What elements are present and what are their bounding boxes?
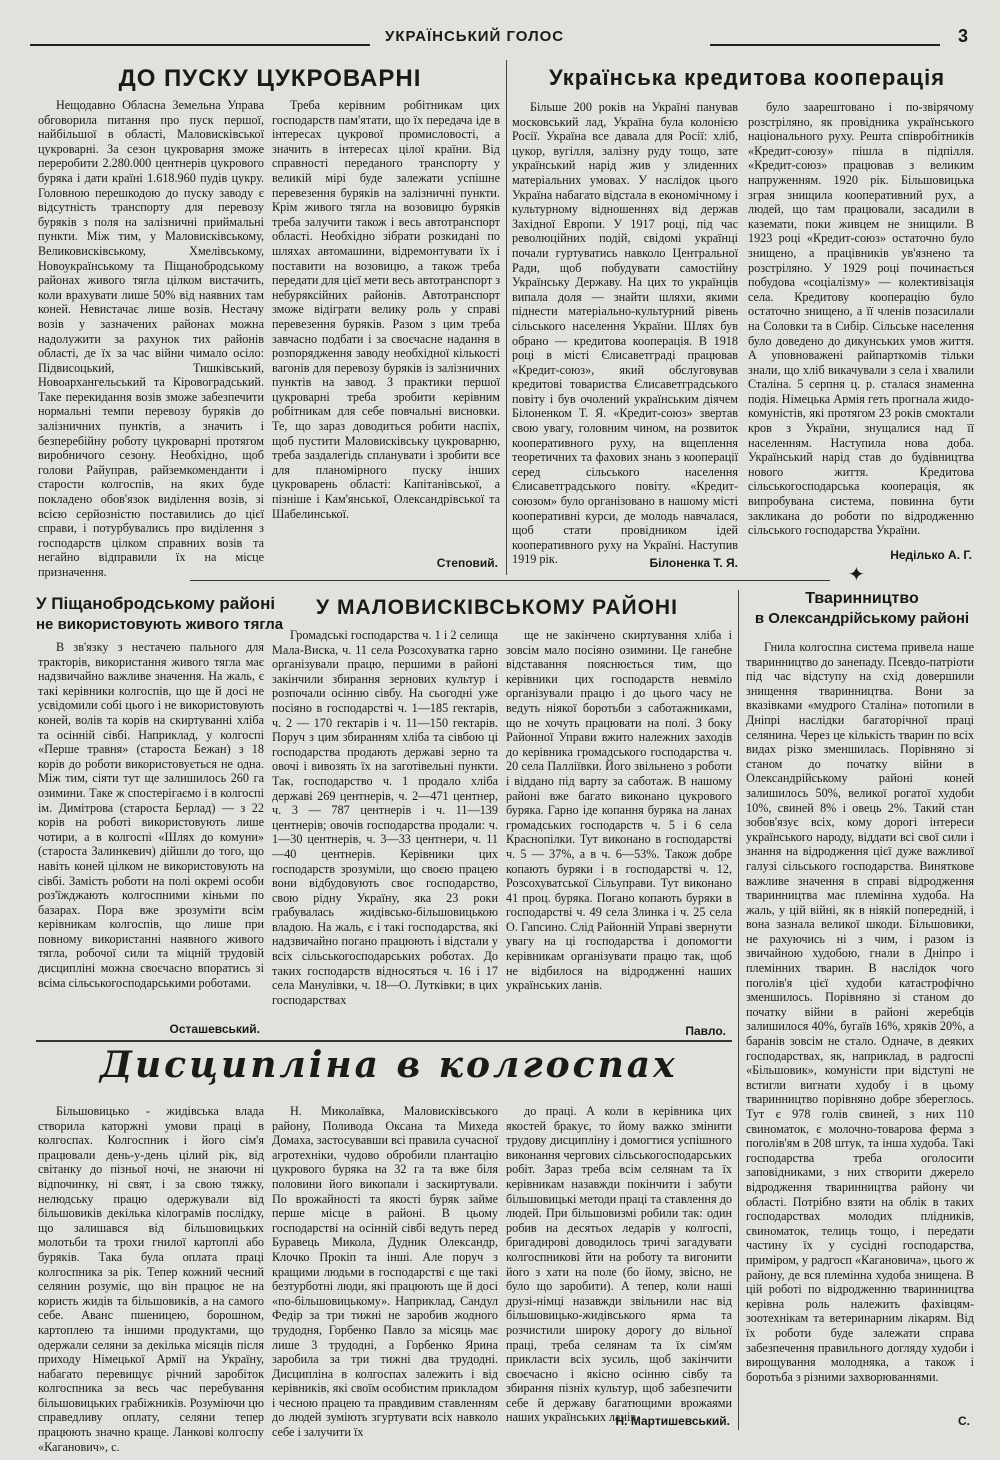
article5-body-text: Гнила колгоспна система привела наше тваринництво до занепаду. Псевдо-патріоти під час відступу на схід довершили знищення тваринництва. Вони за вказівками «мудрого Сталіна» потопили в Дніпрі наслідки багаторічної праці селянина. Через це кількість тварин по всіх видах різко зменшилась. Порівняно зі станом до початку війни в Олександрійському районі коней залишилось 50%, великої рогатої худоби 10%, свиней 8% і овець 2%. Такий стан зобов'язує всіх, кому дорогі інтереси українського народу, віддати всі свої сили і знання на відродження цієї дуже важливої галузі сільського господарства. Виняткове важливе значення в справі відродження тваринництва має племінна худоба. На жаль, у цій війні, як в ніякій попередній, і вона зазнала великої шкоди. Більшовики, не рахуючись ні з чим, і разом із звичайною худобою, гнали в Дніпро і племінних тварин. В наслідок чого поголів'я цієї худоби катастрофічно зменшилось. Порівняно зі станом до початку війни в районі жеребців залишилося 40%, бугаїв 16%, хряків 20%, а баранів зовсім не стало. Одначе, в деяких господарствах, як, наприклад, в радгоспі «Більшовик», комуністи при відступі не встигли вигнати худобу і в цьому тваринництво порівняно добре збереглось. Тут є 978 голів свиней, з них 110 свиноматок, є молочно-товарова ферма з поголів'ям в 208 штук, та інша худоба. Такі господарства треба оголосити заповідниками, з них створити джерело відродження тваринництва району чи області. Потрібно взяти на облік в таких господарствах молодих плідників, свиноматок, телиць тощо, і передати частину їх у сусідні господарства, приміром, у радгосп «Кагановича», цього ж району, де вся племінна худоба знищена. В цій роботі по відродженню тваринництва керівна роль належить фахівцям-зоотехнікам та ветеринарним лікарям. Від їх роботи буде залежати справа забезпечення правильного догляду худоби і вирощування молодняка, а також і боротьба з різними захворюваннями.	[746, 640, 974, 1384]
article4-headline: У МАЛОВИСКІВСЬКОМУ РАЙОНІ	[316, 596, 678, 619]
article4-col1-text: Громадські господарства ч. 1 і 2 селища Мала-Виска, ч. 11 села Розсохуватка гарно організували працю, першими в районі закінчили збирання зернових культур і розпочали осінню сівбу. На сьогодні уже посіяно в господарстві ч. 1—185 гектарів, ч. 2 — 170 гектарів і ч. 11—150 гектарів. Поруч з цим збиранням хліба та сівбою ці господарства продають державі зерно та овочі і вивозять їх на заготівельні пункти. Так, господарство ч. 1 продало хліба державі 269 центнерів, ч. 2—471 центнер, ч. 3 — 787 центнерів і ч. 11—139 центнерів; овочів господарства продали: ч. 1—30 центнерів, ч. 3—33 центнери, ч. 11—40 центнерів. Керівники цих господарств зрозуміли, що своєю працею вони відбудовують своє господарство, свою рідну Україну, яка 23 роки грабувалась жидівсько-більшовицькою владою. На жаль, є і такі господарства, які надзвичайно погано працюють і відстали у всіх сільськогосподарських роботах. До таких господарств відносяться ч. 16 і 17 села Манулівки, ч. 18—О. Лутківки; в цих господарствах	[272, 628, 498, 1007]
article6-headline: Дисципліна в колгоспах	[100, 1044, 678, 1086]
article5-signature: С.	[958, 1414, 970, 1428]
page-number: 3	[958, 26, 969, 46]
article5-headline-line1: Тваринництво	[805, 590, 919, 607]
article3-headline-line1: У Піщанобродському районі	[36, 594, 276, 613]
article6-signature: Н. Мартишевський.	[615, 1414, 730, 1428]
masthead-rule-left	[30, 44, 370, 46]
article6-col2-text: Н. Миколаївка, Маловисківського району, Поливода Оксана та Михеда Домаха, застосувавши всі правила сучасної агротехніки, чудово обробили плантацію цукрового буряка на 32 га та вже біля половини його викопали і заскиртували. По врожайності та якості буряк займе перше місце в районі. В цьому господарстві на осінній сівбі ведуть перед Буравець Микола, Дудник Олександр, Клочко Прокіп та інші. Але поруч з кращими людьми в господарстві є ще такі безтурботні люди, які працюють ще й досі «по-більшовицькому». Наприклад, Сандул Федір за три тижні не заробив жодного трудодня, Горбенко Павло за місяць має лише 3 трудодні, а Горбенко Ярина заробила за три тижні два трудодні. Дисципліна в колгоспах залежить і від керівників, які своїм особистим прикладом і чесною працею та правдивим ставленням до людей зуміють згуртувати всіх навколо себе і залучити їх	[272, 1104, 498, 1440]
article6-col1-text: Більшовицько - жидівська влада створила каторжні умови праці в колгоспах. Колгоспник і його сім'я працювали день-у-день цілий рік, від світанку до пізньої ночі, не знаючи ні відпочинку, ні свят, і за свою тяжку, нелюдську працю одержували від більшовиків декілька кілограмів послідку, що залишався від більшовицьких молотьби та трохи гнилої картоплі або буряків. Така була оплата праці колгоспника за рік. Тепер кожний чесний селянин розуміє, що він працює не на користь жидів та більшовиків, а на самого себе. Аванс пшеницею, борошном, картоплею та іншими продуктами, що одержали селяни за декілька місяців після приходу Німецької Армії на Україну, набагато перевищує річний заробіток колгоспника за весь час перебування більшовицьких грабіжників. Розуміючи цю справедливу оплату, селяни тепер працюють значно краще. Ланкові колгоспу «Каганович», с.	[38, 1104, 264, 1454]
article6-col1	[38, 1104, 264, 1454]
article3-body	[38, 640, 264, 1018]
article5-body	[746, 640, 974, 1412]
article1-col2-text: Треба керівним робітникам цих господарств пам'ятати, що їх передача іде в інтересах цукрової промисловості, а значить в інтересах цілої країни. Від справності переданого транспорту у великій мірі буде залежати успішне перевезення буряків на залізничні пункти. Крім живого тягла на возовицю буряків треба залучити також і весь автотранспорт області. Необхідно зібрати розкидані по шляхах автомашини, відремонтувати їх і поставити на возовицю, а також треба передати для цієї мети весь автотранспорт з небуряксійних районів. Автотранспорт зможе відіграти велику роль у справі перевезення буряків. Разом з цим треба завчасно подбати і за своєчасне надання в розпорядження заводу необхідної кількості вагонів для перевозу буряків із залізничних пунктів на завод. З практики першої цукроварні треба зробити керівним робітникам для себе повчальні висновки. Те, що зараз доводиться робити наспіх, щоб пустити Маловисківську цукроварню, треба заздалегідь спланувати і зробити все для планомірного пуску інших цукроварень області: Капітанівської, а пізніше і Кам'янської, Олександрівської та Шабелинської.	[272, 98, 501, 521]
article5-headline-line2: в Олександрійському районі	[754, 610, 970, 627]
column-divider	[506, 60, 507, 575]
article2-col2-text: було заарештовано і по-звірячому розстріляно, як провідника українського національного руху. Решта співробітників «Кредит-союзу» пішла в підпілля. «Кредит-союз» працював з великим напруженням. 1920 рік. Більшовицька зграя знищила кооперативний рух, а людей, що там працювали, засадили в каземати, поки живцем не знищили. В 1923 році «Кредит-союз» остаточно було знищено, а працівників ув'язнено та розстріляно. У 1929 році починається побудова «соціалізму» — колективізація села. Кредитову кооперацію було остаточно знищено, а її членів позасилали на Соловки та в Сибір. Сільське населення було доведено до дикунських умов життя. А уповноважені райпарткомів тільки знали, що хліб викачували з села і хвалили Сталіна. 5 серпня ц. р. сталася знаменна подія. Німецька Армія геть прогнала жидо-комуністів, які протягом 23 років смоктали кров з України, знущалися над її населенням. Наступила нова доба. Український нарід став до будівництва нового життя. Кредитова сільськогосподарська кооперація, як випробувана система, повинна бути закликана до роботи по відродженню сільського господарства України.	[748, 100, 974, 538]
masthead-title: УКРАЇНСЬКИЙ ГОЛОС	[385, 28, 565, 45]
article3-headline-line2: не використовують живого тягла	[36, 616, 284, 633]
section-divider-top	[190, 580, 830, 581]
column-divider-right	[738, 590, 739, 1430]
article1-signature: Степовий.	[436, 556, 498, 570]
article4-col1	[272, 628, 498, 1026]
article3-body-text: В зв'язку з нестачею пального для тракторів, використання живого тягла має надзвичайно важливе значення. На жаль, є такі керівники колгоспів, що ще й досі не усвідомили собі цього і не використовують коней, волів та корів на скиртуванні хліба та осінній сівбі. Наприклад, у колгоспі «Перше травня» (староста Бежан) з 18 корів до роботи використовується не одна. Між тим, сіяти тут ще залишилось 260 га озимини. Таке ж спостерігаємо і в колгоспі ім. Димітрова (староста Берлад) — з 22 корів на роботі використовують лише чотири, а в колгоспі «Шлях до комуни» (староста Залинкевич) дійшли до того, що навіть коней цілком не використовують на сівбі. Замість роботи на полі окремі особи роз'їжджають колгоспними кіньми по базарах. Пора вже зрозуміти всім керівникам колгоспів, що лише при повному використанні наявного живого тягла, робочої сили та міцній трудовій дисципліні можна своєчасно впоратись зі всіма сільськогосподарськими роботами.	[38, 640, 264, 990]
article4-signature: Павло.	[685, 1024, 726, 1038]
article2-col2	[748, 100, 974, 546]
article4-col2	[506, 628, 732, 1020]
star-ornament-icon: ✦	[848, 562, 865, 586]
article6-col3-text: до праці. А коли в керівника цих якостей бракує, то йому важко змінити трудову дисципліну і домогтися успішного виконання чергових сільськогосподарських робіт. Зараз треба всім селянам та їх керівникам назавжди покінчити і забути більшовицькі методи праці та ставлення до людей. При більшовизмі робили так: один робив на десятьох ледарів у колгоспі, бригадирові доводилось тричі загадувати колгоспникові йти на роботу та вигонити його з хати на поле (бо йому, звісно, не було що заробити). А тепер, коли наші друзі-німці назавжди звільнили нас від більшовицько-жидівського ярма та розчистили широку дорогу до вільної праці, треба селянам та їх сім'ям прикласти всіх зусиль, щоб закінчити своєчасно і якісно осінню сівбу та збирання пізніх культур, щоб забезпечити себе й державу багатющими врожаями наших українських ланів.	[506, 1104, 732, 1425]
section-divider-bottom	[36, 1040, 732, 1042]
article1-headline: ДО ПУСКУ ЦУКРОВАРНІ	[118, 65, 422, 92]
article1-col1-text: Нещодавно Обласна Земельна Управа обговорила питання про пуск першої, найбільшої в області, Маловисківської цукроварні. За сезон цукроварня зможе переробити 2.280.000 центнерів цукрового буряка і дати країні 1.618.960 пудів цукру. Головною перешкодою до пуску заводу є відсутність транспорту для перевозу буряків з поля на залізничні приймальні пункти. Між тим, у Маловисківському, Великовисківському, Хмелівському, Новоукраїнському та Піщанобродському районах живого тягла цілком вистачить, коли врахувати лише 50% від наявних там коней. Невистачає лише возів. Нестачу возів у зазначених районах можна надолужити за рахунок тих районів області, де їх за час війни чимало осіло: Підвисоцький, Тишківський, Новоархангельський та Кіровоградський. Таке перекидання возів зможе забезпечити нормальні темпи перевозу буряків до залізничних пунктів, а значить і безперебійну роботу цукроварні протягом виробничого сезону. Необхідно, щоб голови Райуправ, райземкоменданти і старости колгоспів, на яких буде покладено обов'язок виділення возів, зі всією серйозністю поставились до цієї справи, і потурбувались про виділення з господарств цілком справних возів та негайно відправили їх на місце призначення.	[38, 98, 264, 579]
article1-col1	[38, 98, 264, 579]
article6-col2	[272, 1104, 498, 1440]
article1-col2	[272, 98, 500, 558]
article2-headline: Українська кредитова кооперація	[548, 65, 946, 90]
masthead-rule-right	[710, 44, 940, 46]
article3-signature: Осташевський.	[169, 1022, 260, 1036]
article2-col1-sig-line: Білоненка Т. Я.	[649, 556, 738, 570]
article4-col2-text: ще не закінчено скиртування хліба і зовсім мало посіяно озимини. Це ганебне відставання пояснюється тим, що керівники цих господарств невміло організували працю і до цього часу не ведуть ніякої боротьби з саботажниками, що не хочуть працювати на полі. З боку Районної Управи вжито належних заходів до керівника громадського господарства ч. 20 села Палліївки. Його звільнено з роботи і віддано під варту за саботаж. В нашому районі вже багато виконано цукрового буряка. Гарно іде копання буряка на ланах громадських господарств ч. 5 і 6 села Краснопілки. Тут виконано в господарстві ч. 5 — 37%, а в ч. 6—53%. Також добре копають буряки і в господарстві ч. 12, Розсохуватської Сільуправи. Тут виконано 41 проц. буряка. Погано копають буряки в господарстві ч. 49 села Злинка і ч. 25 села О. Гапсино. Слід Районній Управі звернути увагу на ці господарства і допомогти керівникам організувати працю так, щоб не відбилося на відродженні наших українських ланів.	[506, 628, 732, 993]
article2-signature: Неділько А. Г.	[890, 548, 972, 562]
article2-col1-text: Більше 200 років на Україні панував московський лад, Україна була колонією Росії. Україна все давала для Росії: хліб, цукор, вугілля, залізну руду тощо, зате український нарід жив у злиденних матеріальних умовах. У наслідок цього Україна набагато відстала в економічному і культурному відношеннях від держав Західної Европи. У 1917 році, під час революційних подій, свідомі українці почали гуртуватись навколо Центральної Ради, щоб побудувати самостійну Українську Державу. На цих то українців випала доля — знайти шляхи, якими піднести матеріально-культурний рівень сільського населення України. Шлях був обрано — кредитова кооперація. В 1918 році в місті Єлисаветграді працював «Кредит-союз», який обслуговував кредитові товариства Єлисаветградського повіту і був очолений українським діячем Білоненком Т. Я. «Кредит-союз» звертав свою увагу, головним чином, на розвиток кооперативного руху, на вщеплення теоретичних та фахових знань з кооперації серед сільського населення Єлисаветградського повіту. «Кредит-союзом» було організовано в нашому місті кооперативні курси, де молодь навчалася, щоб стати провідником ідей кооперативного руху на Україні. Наступив 1919 рік.	[512, 100, 738, 567]
